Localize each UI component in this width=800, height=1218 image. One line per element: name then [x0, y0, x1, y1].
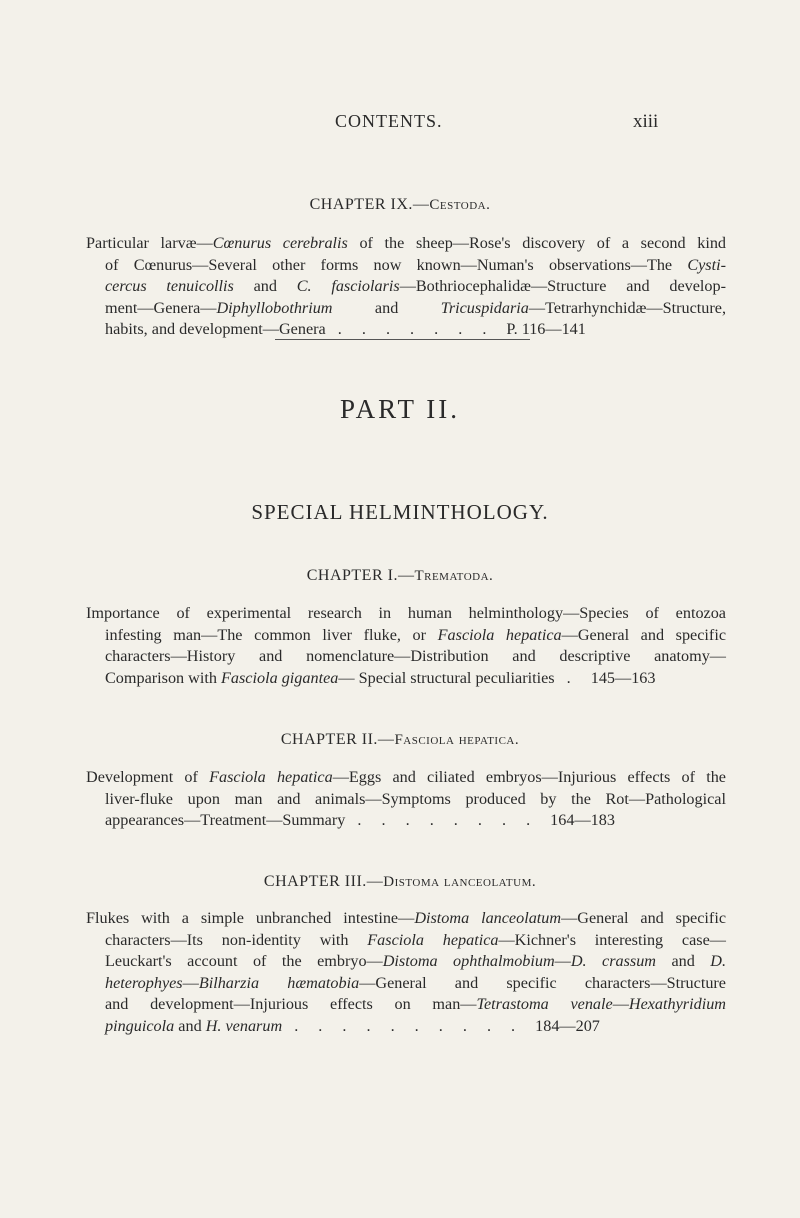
summary-line: characters—Its non-identity with Fasciola hepatica—Kichner's interesting case— [105, 930, 726, 949]
summary-line: of Cœnurus—Several other forms now known—Numan's observations—The Cysti- [105, 255, 726, 274]
part-subtitle: SPECIAL HELMINTHOLOGY. [251, 500, 549, 524]
chapter-3-summary [86, 908, 726, 1037]
chapter-9-summary [86, 233, 726, 341]
summary-line: characters—History and nomenclature—Distribution and descriptive anatomy— [105, 647, 726, 665]
summary-line: Leuckart's account of the embryo—Distoma ophthalmobium—D. crassum and D. [105, 952, 727, 970]
summary-line: habits, and development—Genera . . . . . . . P. 116—141 [105, 320, 586, 338]
chapter-1-summary [86, 603, 726, 689]
running-head [0, 111, 800, 135]
summary-line: ment—Genera—Diphyllobothrium and Tricuspidaria—Tetrarhynchidæ—Structure, [105, 298, 726, 317]
chapter-3-heading: CHAPTER III.—Distoma lanceolatum. [263, 873, 537, 890]
summary-line: and development—Injurious effects on man—Tetrastoma venale—Hexathyridium [105, 995, 726, 1013]
summary-line: Flukes with a simple unbranched intestine—Distoma lanceolatum—General and specific [86, 909, 726, 927]
summary-line: Comparison with Fasciola gigantea— Special structural peculiarities . 145—163 [105, 668, 656, 687]
chapter-1-heading: CHAPTER I.—Trematoda. [306, 567, 494, 584]
summary-line: pinguicola and H. venarum . . . . . . . . . . 184—207 [105, 1016, 600, 1035]
summary-line: liver-fluke upon man and animals—Symptoms produced by the Rot—Pathological [105, 789, 726, 808]
summary-line: cercus tenuicollis and C. fasciolaris—Bothriocephalidæ—Structure and develop- [105, 277, 726, 295]
part-title: PART II. [340, 394, 460, 424]
summary-line: appearances—Treatment—Summary . . . . . . . . 164—183 [105, 811, 615, 829]
summary-line: Particular larvæ—Cœnurus cerebralis of the sheep—Rose's discovery of a second kind [86, 234, 727, 252]
chapter-9-heading: CHAPTER IX.—Cestoda. [309, 196, 491, 213]
summary-line: Importance of experimental research in human helminthology—Species of entozoa [86, 604, 726, 622]
running-title: CONTENTS. [335, 111, 443, 131]
summary-line: infesting man—The common liver fluke, or Fasciola hepatica—General and specific [105, 625, 726, 644]
chapter-2-heading: CHAPTER II.—Fasciola hepatica. [280, 731, 520, 748]
section-divider [275, 339, 530, 340]
summary-line: Development of Fasciola hepatica—Eggs and ciliated embryos—Injurious effects of the [86, 768, 726, 786]
chapter-2-summary [86, 767, 726, 832]
page-number: xiii [633, 111, 659, 132]
summary-line: heterophyes—Bilharzia hæmatobia—General and specific characters—Structure [105, 973, 726, 992]
